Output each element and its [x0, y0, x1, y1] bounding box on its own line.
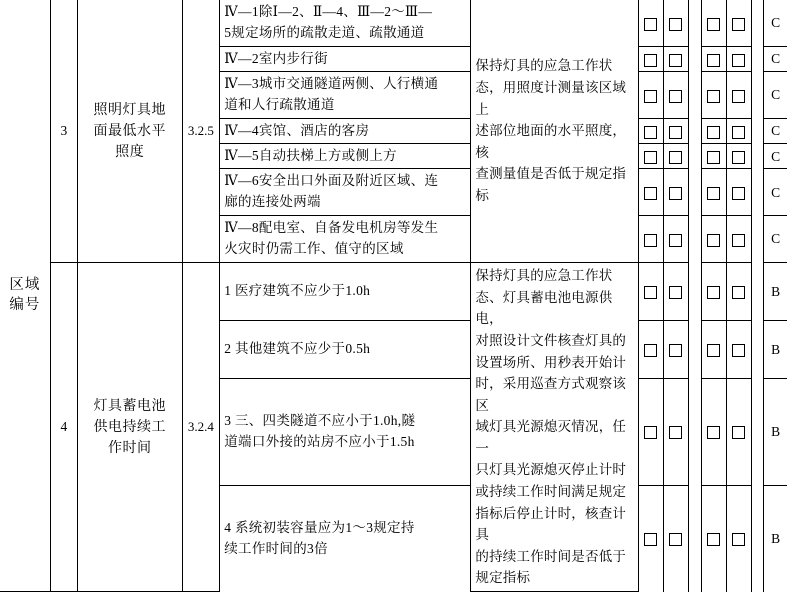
checkbox-empty[interactable]: [707, 533, 720, 546]
result-checkbox-cell-3[interactable]: [701, 216, 726, 263]
result-checkbox-cell-2[interactable]: [663, 118, 688, 143]
requirement-cell: Ⅳ—8配电室、自备发电机房等发生 火灾时仍需工作、值守的区域: [220, 216, 471, 263]
column-gap: [751, 320, 764, 378]
checkbox-empty[interactable]: [707, 234, 720, 247]
checkbox-empty[interactable]: [707, 151, 720, 164]
result-checkbox-cell-3[interactable]: [701, 320, 726, 378]
checkbox-empty[interactable]: [669, 187, 682, 200]
checkbox-empty[interactable]: [732, 533, 745, 546]
checkbox-empty[interactable]: [644, 286, 657, 299]
result-checkbox-cell-2[interactable]: [663, 263, 688, 321]
area-number-header: [0, 0, 50, 592]
result-checkbox-cell-1[interactable]: [638, 118, 663, 143]
result-checkbox-cell-3[interactable]: [701, 46, 726, 71]
column-gap: [689, 72, 702, 119]
checkbox-empty[interactable]: [644, 151, 657, 164]
table-row: [0, 0, 787, 46]
requirement-cell: Ⅳ—2室内步行街: [220, 46, 471, 71]
grade-cell: B: [764, 263, 787, 321]
result-checkbox-cell-3[interactable]: [701, 118, 726, 143]
column-gap: [689, 144, 702, 169]
result-checkbox-cell-4[interactable]: [726, 485, 751, 591]
column-gap: [751, 72, 764, 119]
column-gap: [689, 46, 702, 71]
grade-cell: B: [764, 378, 787, 485]
inspection-method-4: 保持灯具的应急工作状 态、灯具蓄电池电源供电， 对照设计文件核查灯具的 设置场所、用秒表开始计 时，采用巡查方式观察该区 域灯具光源熄灭情况，任一 只灯具光源熄灭停止计时 或持续工作时间满足规定 指标后停止计时，核查计具 的持续工作时间是否低于 规定指标: [471, 263, 638, 592]
grade-cell: C: [764, 0, 787, 46]
grade-cell: C: [764, 144, 787, 169]
requirement-cell: 2 其他建筑不应少于0.5h: [220, 320, 471, 378]
result-checkbox-cell-2[interactable]: [663, 169, 688, 216]
requirement-cell: 4 系统初装容量应为1～3规定持 续工作时间的3倍: [220, 485, 471, 591]
checkbox-empty[interactable]: [707, 187, 720, 200]
grade-cell: C: [764, 216, 787, 263]
column-gap: [689, 263, 702, 321]
result-checkbox-cell-1[interactable]: [638, 46, 663, 71]
result-checkbox-cell-1[interactable]: [638, 216, 663, 263]
result-checkbox-cell-3[interactable]: [701, 485, 726, 591]
checkbox-empty[interactable]: [644, 90, 657, 103]
grade-cell: C: [764, 72, 787, 119]
result-checkbox-cell-2[interactable]: [663, 485, 688, 591]
column-gap: [751, 118, 764, 143]
result-checkbox-cell-1[interactable]: [638, 0, 663, 46]
result-checkbox-cell-4[interactable]: [726, 46, 751, 71]
grade-cell: C: [764, 118, 787, 143]
checkbox-empty[interactable]: [669, 126, 682, 139]
result-checkbox-cell-2[interactable]: [663, 216, 688, 263]
requirement-cell: 3 三、四类隧道不应小于1.0h,隧 道端口外接的站房不应小于1.5h: [220, 378, 471, 485]
result-checkbox-cell-2[interactable]: [663, 46, 688, 71]
column-gap: [689, 0, 702, 46]
grade-cell: B: [764, 485, 787, 591]
column-gap: [751, 216, 764, 263]
result-checkbox-cell-4[interactable]: [726, 216, 751, 263]
column-gap: [751, 485, 764, 591]
checkbox-empty[interactable]: [669, 533, 682, 546]
checkbox-empty[interactable]: [732, 18, 745, 31]
checkbox-empty[interactable]: [707, 18, 720, 31]
column-gap: [751, 0, 764, 46]
column-gap: [689, 118, 702, 143]
checkbox-empty[interactable]: [669, 426, 682, 439]
result-checkbox-cell-4[interactable]: [726, 0, 751, 46]
checkbox-empty[interactable]: [732, 90, 745, 103]
checkbox-empty[interactable]: [644, 126, 657, 139]
result-checkbox-cell-4[interactable]: [726, 118, 751, 143]
result-checkbox-cell-2[interactable]: [663, 144, 688, 169]
checkbox-empty[interactable]: [669, 234, 682, 247]
result-checkbox-cell-4[interactable]: [726, 72, 751, 119]
result-checkbox-cell-2[interactable]: [663, 378, 688, 485]
inspection-item-3: 照明灯具地 面最低水平 照度: [77, 0, 182, 263]
grade-cell: C: [764, 46, 787, 71]
column-gap: [689, 320, 702, 378]
checkbox-empty[interactable]: [669, 18, 682, 31]
result-checkbox-cell-1[interactable]: [638, 169, 663, 216]
column-gap: [689, 485, 702, 591]
result-checkbox-cell-4[interactable]: [726, 378, 751, 485]
checkbox-empty[interactable]: [669, 286, 682, 299]
requirement-cell: Ⅳ—1除Ⅰ—2、Ⅱ—4、Ⅲ—2～Ⅲ— 5规定场所的疏散走道、疏散通道: [220, 0, 471, 46]
checkbox-empty[interactable]: [707, 90, 720, 103]
requirement-cell: 1 医疗建筑不应少于1.0h: [220, 263, 471, 321]
checkbox-empty[interactable]: [707, 344, 720, 357]
result-checkbox-cell-2[interactable]: [663, 320, 688, 378]
grade-cell: B: [764, 320, 787, 378]
result-checkbox-cell-3[interactable]: [701, 169, 726, 216]
clause-number-3: 3.2.5: [182, 0, 220, 263]
result-checkbox-cell-4[interactable]: [726, 169, 751, 216]
checkbox-empty[interactable]: [732, 426, 745, 439]
result-checkbox-cell-1[interactable]: [638, 320, 663, 378]
row-number-3: 3: [50, 0, 77, 263]
checkbox-empty[interactable]: [732, 234, 745, 247]
result-checkbox-cell-3[interactable]: [701, 0, 726, 46]
column-gap: [751, 169, 764, 216]
checkbox-empty[interactable]: [644, 187, 657, 200]
inspection-method-3: 保持灯具的应急工作状 态，用照度计测量该区域上 述部位地面的水平照度，核 查测量值是否低于规定指标: [471, 0, 638, 263]
result-checkbox-cell-1[interactable]: [638, 378, 663, 485]
result-checkbox-cell-3[interactable]: [701, 72, 726, 119]
checkbox-empty[interactable]: [644, 18, 657, 31]
table-row: [0, 263, 787, 321]
checkbox-empty[interactable]: [644, 54, 657, 67]
checkbox-empty[interactable]: [732, 54, 745, 67]
area-header-line-2: 编号: [9, 296, 41, 313]
checkbox-empty[interactable]: [707, 126, 720, 139]
checkbox-empty[interactable]: [669, 90, 682, 103]
grade-cell: C: [764, 169, 787, 216]
result-checkbox-cell-3[interactable]: [701, 144, 726, 169]
checkbox-empty[interactable]: [644, 426, 657, 439]
checkbox-empty[interactable]: [644, 234, 657, 247]
column-gap: [689, 378, 702, 485]
column-gap: [751, 144, 764, 169]
requirement-cell: Ⅳ—5自动扶梯上方或侧上方: [220, 144, 471, 169]
checkbox-empty[interactable]: [669, 151, 682, 164]
checkbox-empty[interactable]: [732, 286, 745, 299]
column-gap: [751, 263, 764, 321]
checkbox-empty[interactable]: [707, 426, 720, 439]
result-checkbox-cell-1[interactable]: [638, 72, 663, 119]
clause-number-4: 3.2.4: [182, 263, 220, 592]
result-checkbox-cell-1[interactable]: [638, 144, 663, 169]
row-number-4: 4: [50, 263, 77, 592]
area-header-line-1: 区域: [9, 276, 41, 293]
inspection-item-4: 灯具蓄电池 供电持续工 作时间: [77, 263, 182, 592]
checkbox-empty[interactable]: [644, 344, 657, 357]
checkbox-empty[interactable]: [732, 344, 745, 357]
checkbox-empty[interactable]: [732, 151, 745, 164]
column-gap: [689, 216, 702, 263]
column-gap: [689, 169, 702, 216]
checkbox-empty[interactable]: [644, 533, 657, 546]
checkbox-empty[interactable]: [707, 286, 720, 299]
checkbox-empty[interactable]: [732, 187, 745, 200]
result-checkbox-cell-1[interactable]: [638, 485, 663, 591]
checkbox-empty[interactable]: [732, 126, 745, 139]
requirement-cell: Ⅳ—6安全出口外面及附近区域、连 廊的连接处两端: [220, 169, 471, 216]
result-checkbox-cell-4[interactable]: [726, 263, 751, 321]
requirement-cell: Ⅳ—3城市交通隧道两侧、人行横通 道和人行疏散通道: [220, 72, 471, 119]
result-checkbox-cell-3[interactable]: [701, 378, 726, 485]
result-checkbox-cell-4[interactable]: [726, 144, 751, 169]
checkbox-empty[interactable]: [669, 54, 682, 67]
result-checkbox-cell-2[interactable]: [663, 0, 688, 46]
result-checkbox-cell-4[interactable]: [726, 320, 751, 378]
result-checkbox-cell-1[interactable]: [638, 263, 663, 321]
column-gap: [751, 378, 764, 485]
requirement-cell: Ⅳ—4宾馆、酒店的客房: [220, 118, 471, 143]
checkbox-empty[interactable]: [669, 344, 682, 357]
result-checkbox-cell-2[interactable]: [663, 72, 688, 119]
column-gap: [751, 46, 764, 71]
checkbox-empty[interactable]: [707, 54, 720, 67]
result-checkbox-cell-3[interactable]: [701, 263, 726, 321]
